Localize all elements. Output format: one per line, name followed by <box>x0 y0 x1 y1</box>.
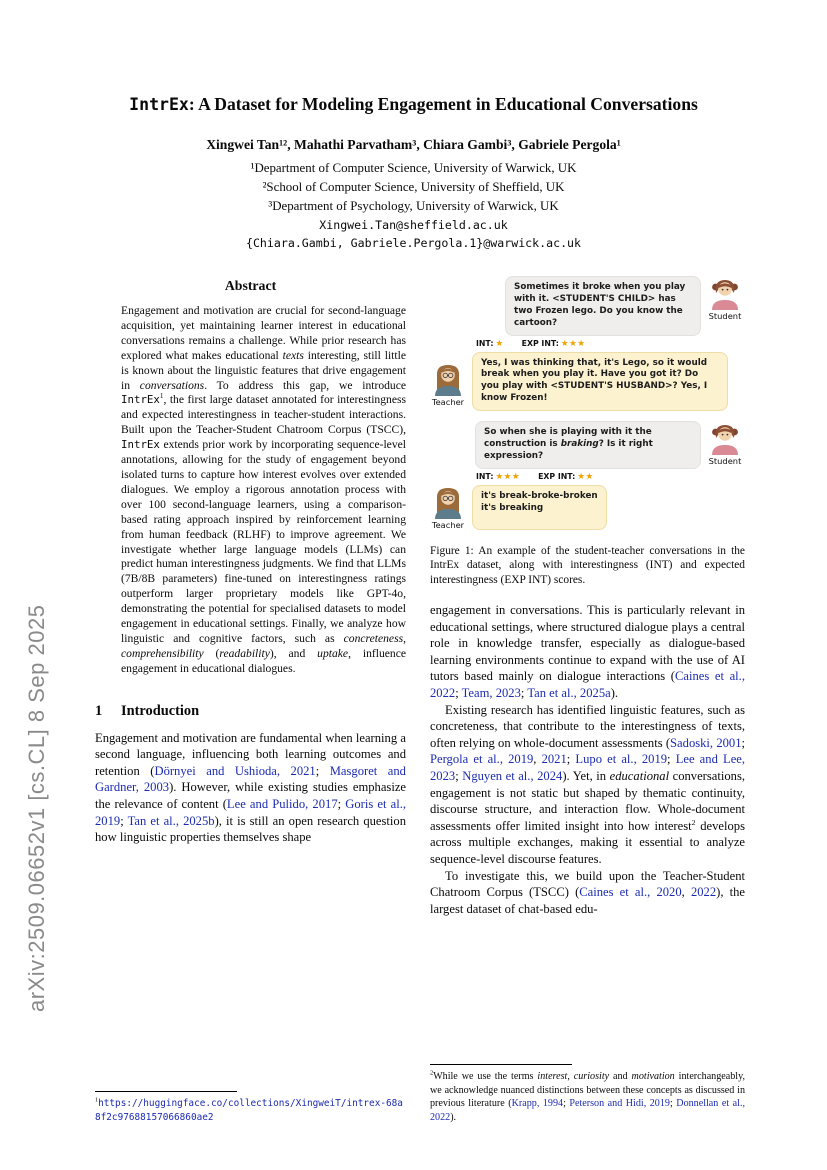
citation-link[interactable]: Sadoski, 2001 <box>670 735 742 750</box>
chat-line-1 <box>481 491 598 503</box>
teacher-avatar-icon <box>433 485 463 519</box>
citation-link[interactable]: Nguyen et al., 2024 <box>462 768 563 783</box>
text-segment: Yes, I was thinking that, it's Lego, so it would break when you play it. Have you got it? Do you play with <STUDENT'S HUSBAND>? Yes, I know Frozen! <box>481 357 708 404</box>
text-segment: readability <box>219 646 270 660</box>
int-label: INT: <box>476 471 494 481</box>
text-segment: To investigate this, we build upon the Teacher-Student Chatroom Corpus (TSCC) ( <box>430 868 745 900</box>
text-segment: breaking <box>499 502 544 513</box>
paper-header <box>0 0 827 252</box>
intro-paragraph-1 <box>95 730 406 846</box>
text-segment: develops across multiple exchanges, making it essential to analyze sequence-level discourse features. <box>430 818 745 866</box>
int-label: INT: <box>476 338 494 348</box>
text-segment: Sometimes it broke when you play with it. <STUDENT'S CHILD> has two Frozen lego. Do you know the cartoon? <box>514 282 686 328</box>
text-segment: ; <box>455 768 463 783</box>
int-stars-icon: ★ <box>495 338 504 349</box>
citation-link[interactable]: Tan et al., 2025b <box>127 813 215 828</box>
text-segment: IntrEx <box>129 95 189 114</box>
chat-conversation <box>430 276 745 530</box>
text-segment: ; <box>315 763 330 778</box>
text-segment: extends prior work by incorporating sequence-level annotations, allowing for the study of engagement beyond isolated turns to capture how interest evolves over extended dialogues. We employ a rigorous annotation process with over 100 second-language learners, using a comparison-based rating approach inspired by reinforcement learning from human feedback (RLHF) to improve agreement. We investigate whether large language models (LLMs) can predict human interestingness judgments. We find that LLMs (7B/8B parameters) fine-tuned on interestingness ratings outperform larger proprietary models like GPT-4o, demonstrating the potential for specialised datasets to model engagement in educational settings. Finally, we analyze how linguistic and cognitive factors, such as <box>121 438 406 645</box>
text-segment: educational <box>609 768 670 783</box>
text-segment: Figure 1: An example of the student-teacher conversations in the IntrEx dataset, along with interestingness (INT) and expected interestingness (EXP INT) scores. <box>430 544 745 587</box>
affiliation-line-1: ¹Department of Computer Science, University of Warwick, UK <box>250 161 577 175</box>
text-segment: comprehensibility <box>121 646 204 660</box>
chat-bubble-student-2 <box>475 421 701 469</box>
exp-int-stars-icon: ★★ <box>577 471 594 482</box>
left-footnote-block <box>95 1091 406 1124</box>
teacher-label: Teacher <box>431 519 465 530</box>
exp-int-rating-2 <box>538 472 594 482</box>
rating-row-1 <box>476 339 745 349</box>
text-segment: IntrEx <box>121 438 160 452</box>
text-segment: IntrEx <box>121 393 160 407</box>
student-label: Student <box>708 311 742 321</box>
text-segment: ; <box>520 685 528 700</box>
teacher-avatar-block <box>430 485 466 530</box>
citation-link[interactable]: Masgoret and Gardner, 2003 <box>95 763 406 795</box>
rating-row-2 <box>476 472 745 482</box>
text-segment: conversations, engagement is not static but shaped by thematic continuity, discourse structure, and interaction flow. Whole-document assessments offer limited insight into how interest <box>430 768 745 833</box>
citation-link[interactable]: Dörnyei and Ushioda, 2021 <box>154 763 316 778</box>
int-rating-2 <box>476 472 520 482</box>
text-segment: 1 <box>95 1096 99 1104</box>
text-segment: Existing research has identified linguistic features, such as concreteness, that contribute to the interestingness of texts, often relying on whole-document assessments ( <box>430 702 745 750</box>
url-link[interactable]: https://huggingface.co/collections/XingweiT/intrex-68a8f2c97688157066860ae2 <box>95 1098 403 1123</box>
figure-1-caption <box>430 544 745 588</box>
text-segment: ; <box>669 1098 677 1110</box>
int-rating-1 <box>476 339 504 349</box>
citation-link[interactable]: Lee and Lee, 2023 <box>430 752 745 783</box>
text-segment: , influence engagement in educational dialogues. <box>121 646 406 675</box>
footnote-rule <box>430 1064 572 1065</box>
text-segment: ; <box>120 813 128 828</box>
text-segment: and <box>609 1071 632 1083</box>
teacher-avatar-icon <box>433 362 463 396</box>
student-avatar-block <box>707 421 743 469</box>
right-footnote-block <box>430 1064 745 1124</box>
left-column <box>95 276 406 1124</box>
chat-row-student-2 <box>430 421 745 469</box>
student-avatar-icon <box>710 421 740 455</box>
exp-int-rating-1 <box>522 339 586 349</box>
text-segment: curiosity <box>573 1071 610 1083</box>
text-segment: 1 <box>159 392 164 401</box>
citation-link[interactable]: Lee and Pulido, 2017 <box>226 797 338 812</box>
citation-link[interactable]: Caines et al., 2020 <box>579 885 682 900</box>
text-segment: ? Is it right expression? <box>484 438 653 461</box>
right-paragraph-1 <box>430 602 745 702</box>
citation-link[interactable]: Caines et al., 2022 <box>430 669 745 700</box>
text-segment: interchangeably, we acknowledge nuanced distinctions between these concepts as discussed in previous literature ( <box>430 1071 745 1110</box>
exp-int-stars-icon: ★★★ <box>560 338 586 349</box>
text-segment: concreteness <box>343 631 404 645</box>
citation-link[interactable]: Krapp, 1994 <box>511 1098 564 1110</box>
text-segment: ( <box>203 646 220 660</box>
figure-1 <box>430 276 745 602</box>
text-segment: Engagement and motivation are fundamental when learning a second language, influencing both learning outcomes and retention ( <box>95 730 406 778</box>
text-segment: engagement in conversations. This is particularly relevant in educational settings, where structured dialogue plays a central role in knowledge transfer, especially as dialogue-based learning environments continue to expand with the use of AI tutors based mainly on dialogue interactions ( <box>430 603 745 684</box>
right-paragraph-3 <box>430 868 745 918</box>
affiliation-line-2: ²School of Computer Science, University of Sheffield, UK <box>262 180 565 194</box>
text-segment: ), the largest dataset of chat-based edu- <box>430 885 745 916</box>
text-segment: . To address this gap, we introduce <box>204 378 406 392</box>
text-segment: uptake <box>317 646 349 660</box>
int-stars-icon: ★★★ <box>495 471 521 482</box>
right-column <box>430 276 745 1124</box>
email-line-2: {Chiara.Gambi, Gabriele.Pergola.1}@warwick.ac.uk <box>245 236 582 250</box>
text-segment: ; <box>455 685 462 700</box>
chat-row-student-1 <box>430 276 745 336</box>
paper-title <box>0 94 827 115</box>
abstract-heading: Abstract <box>224 278 277 293</box>
text-segment: , <box>533 752 542 767</box>
text-segment: break-broke-broken <box>499 490 598 501</box>
text-segment: braking <box>560 438 599 449</box>
student-label: Student <box>708 456 742 466</box>
teacher-avatar-block <box>430 362 466 412</box>
text-segment: 2 <box>430 1070 434 1078</box>
chat-row-teacher-1 <box>430 352 745 412</box>
authors-line: Xingwei Tan¹², Mahathi Parvatham³, Chiara Gambi³, Gabriele Pergola¹ <box>206 137 621 152</box>
text-segment: ), and <box>269 646 318 660</box>
text-segment: ). <box>610 685 619 700</box>
section-title: Introduction <box>121 702 200 719</box>
citation-link[interactable]: 2021 <box>541 752 567 767</box>
right-paragraph-2 <box>430 702 745 868</box>
citation-link[interactable]: 2022 <box>690 885 717 900</box>
text-segment: So when she is playing with it the construction is <box>484 427 652 449</box>
arxiv-watermark: arXiv:2509.06652v1 [cs.CL] 8 Sep 2025 <box>24 604 49 1012</box>
text-segment: , <box>567 1071 574 1083</box>
student-avatar-block <box>707 276 743 336</box>
section-number: 1 <box>95 702 103 719</box>
citation-link[interactable]: Team, 2023 <box>461 685 521 700</box>
text-segment: interest <box>537 1071 568 1083</box>
citation-link[interactable]: Pergola et al., 2019 <box>430 752 534 767</box>
footnote-2 <box>430 1070 745 1124</box>
abstract-text <box>95 304 406 677</box>
chat-line-2 <box>481 503 598 515</box>
email-line-1: Xingwei.Tan@sheffield.ac.uk <box>319 218 508 232</box>
exp-int-label: EXP INT: <box>521 338 559 348</box>
text-segment: conversations <box>139 378 205 392</box>
text-segment: texts <box>282 348 304 362</box>
citation-link[interactable]: Peterson and Hidi, 2019 <box>569 1098 670 1110</box>
footnote-1 <box>95 1097 406 1124</box>
text-segment: it's <box>481 502 500 513</box>
text-segment: ), it is still an open research question how linguistic properties themselves shape <box>95 813 406 845</box>
text-segment: , the first large dataset annotated for interestingness and expected interestingness in teacher-student interactions. Built upon the Teacher-Student Chatroom Corpus (TSCC), <box>121 393 406 437</box>
text-segment: ; <box>337 797 346 812</box>
citation-link[interactable]: Tan et al., 2025a <box>527 685 611 700</box>
text-segment: ; <box>667 752 676 767</box>
citation-link[interactable]: Lupo et al., 2019 <box>575 752 668 767</box>
citation-link[interactable]: Goris et al., 2019 <box>95 797 406 828</box>
text-segment: ; <box>741 735 745 750</box>
chat-bubble-teacher-1 <box>472 352 728 412</box>
citation-link[interactable]: Donnellan et al., 2022 <box>430 1098 745 1123</box>
text-segment: , <box>403 631 406 645</box>
text-segment: interesting, still little is known about the linguistic features that drive engagement in <box>121 348 406 392</box>
text-segment: 2 <box>691 817 696 827</box>
text-segment: ; <box>566 752 576 767</box>
section-heading-introduction <box>95 703 406 720</box>
text-segment: ; <box>563 1098 570 1110</box>
exp-int-label: EXP INT: <box>538 471 576 481</box>
text-segment: ). However, while existing studies emphasize the relevance of content ( <box>95 780 406 812</box>
teacher-label: Teacher <box>431 396 465 407</box>
text-segment: ). <box>450 1111 457 1123</box>
text-segment: ). Yet, in <box>562 768 610 783</box>
chat-row-teacher-2 <box>430 485 745 530</box>
two-column-body <box>95 276 745 1124</box>
text-segment: Engagement and motivation are crucial for second-language acquisition, yet maintaining learner interest in educational conversations remains a challenge. While prior research has explored what makes educational <box>121 304 406 362</box>
chat-bubble-teacher-2 <box>472 485 607 530</box>
footnote-rule <box>95 1091 237 1092</box>
text-segment: While we use the terms <box>433 1071 538 1083</box>
text-segment: motivation <box>631 1071 675 1083</box>
chat-bubble-student-1 <box>505 276 701 336</box>
text-segment: it's <box>481 490 500 501</box>
text-segment: : A Dataset for Modeling Engagement in Educational Conversations <box>188 94 698 114</box>
text-segment: , <box>681 885 691 900</box>
student-avatar-icon <box>710 276 740 310</box>
affiliation-line-3: ³Department of Psychology, University of Warwick, UK <box>268 199 559 213</box>
